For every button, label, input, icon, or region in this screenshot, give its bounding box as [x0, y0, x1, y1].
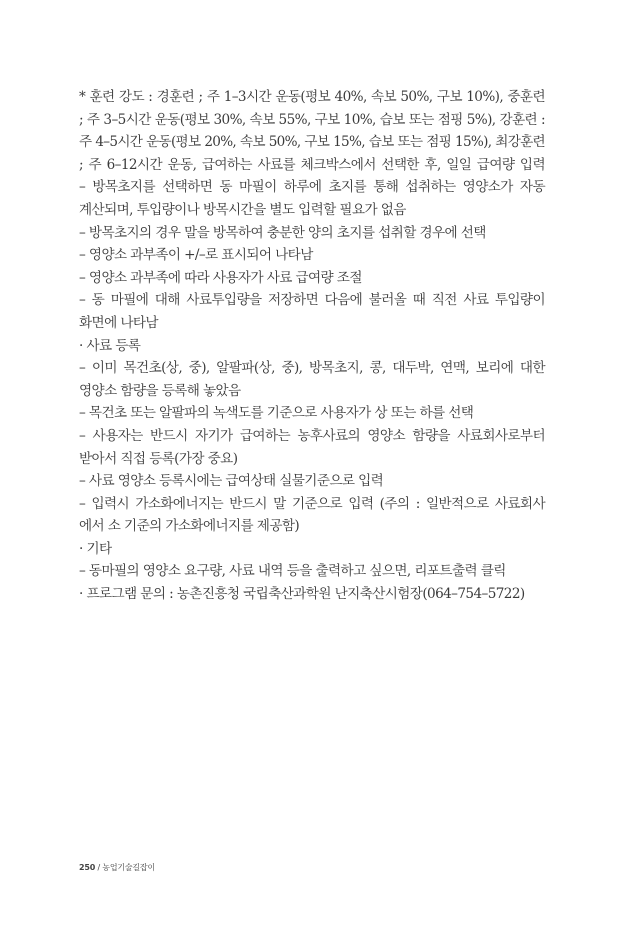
publication-title: 농업기술길잡이 — [102, 863, 155, 872]
text-line: 주 4–5시간 운동(평보 20%, 속보 50%, 구보 15%, 습보 또는 점핑 15%), 최강훈련 — [79, 134, 545, 151]
text-line: – 방목초지의 경우 말을 방목하여 충분한 양의 초지를 섭취할 경우에 선택 — [79, 224, 486, 241]
text-line: – 영양소 과부족이 +/–로 표시되어 나타남 — [79, 247, 313, 264]
contact-line: · 프로그램 문의 : 농촌진흥청 국립축산과학원 난지축산시험장(064–754–5722) — [79, 586, 525, 603]
text-line: – 영양소 과부족에 따라 사용자가 사료 급여량 조절 — [79, 269, 362, 286]
text-line: 영양소 함량을 등록해 놓았음 — [79, 382, 241, 399]
text-line: 받아서 직접 등록(가장 중요) — [79, 450, 238, 467]
text-line: 계산되며, 투입량이나 방목시간을 별도 입력할 필요가 없음 — [79, 201, 406, 218]
page-number: 250 — [79, 863, 96, 872]
text-line: – 동마필의 영양소 요구량, 사료 내역 등을 출력하고 싶으면, 리포트출력 클릭 — [79, 563, 506, 580]
footer-separator: / — [95, 863, 103, 872]
text-line: ; 주 6–12시간 운동, 급여하는 사료를 체크박스에서 선택한 후, 일일 급여량 입력 — [79, 156, 545, 173]
text-line: – 사용자는 반드시 자기가 급여하는 농후사료의 영양소 함량을 사료회사로부터 — [79, 427, 545, 444]
text-line: 에서 소 기준의 가소화에너지를 제공함) — [79, 518, 300, 535]
page-footer — [79, 862, 155, 873]
text-line: – 동 마필에 대해 사료투입량을 저장하면 다음에 불러올 때 직전 사료 투입량이 — [79, 292, 545, 309]
text-line: ; 주 3–5시간 운동(평보 30%, 속보 55%, 구보 10%, 습보 또는 점핑 5%), 강훈련 : — [79, 111, 545, 128]
text-line: – 목건초 또는 알팔파의 녹색도를 기준으로 사용자가 상 또는 하를 선택 — [79, 405, 474, 422]
section-heading: · 사료 등록 — [79, 337, 141, 354]
text-line: 화면에 나타남 — [79, 314, 158, 331]
text-line: – 방목초지를 선택하면 동 마필이 하루에 초지를 통해 섭취하는 영양소가 자동 — [79, 179, 545, 196]
section-heading: · 기타 — [79, 540, 112, 557]
text-line: – 사료 영양소 등록시에는 급여상태 실물기준으로 입력 — [79, 473, 384, 490]
text-line: * 훈련 강도 : 경훈련 ; 주 1–3시간 운동(평보 40%, 속보 50%, 구보 10%), 중훈련 — [79, 89, 545, 105]
text-line: – 입력시 가소화에너지는 반드시 말 기준으로 입력 (주의 : 일반적으로 사료회사 — [79, 495, 545, 512]
text-line: – 이미 목건초(상, 중), 알팔파(상, 중), 방목초지, 콩, 대두박, 연맥, 보리에 대한 — [79, 360, 545, 377]
document-body — [79, 86, 545, 606]
